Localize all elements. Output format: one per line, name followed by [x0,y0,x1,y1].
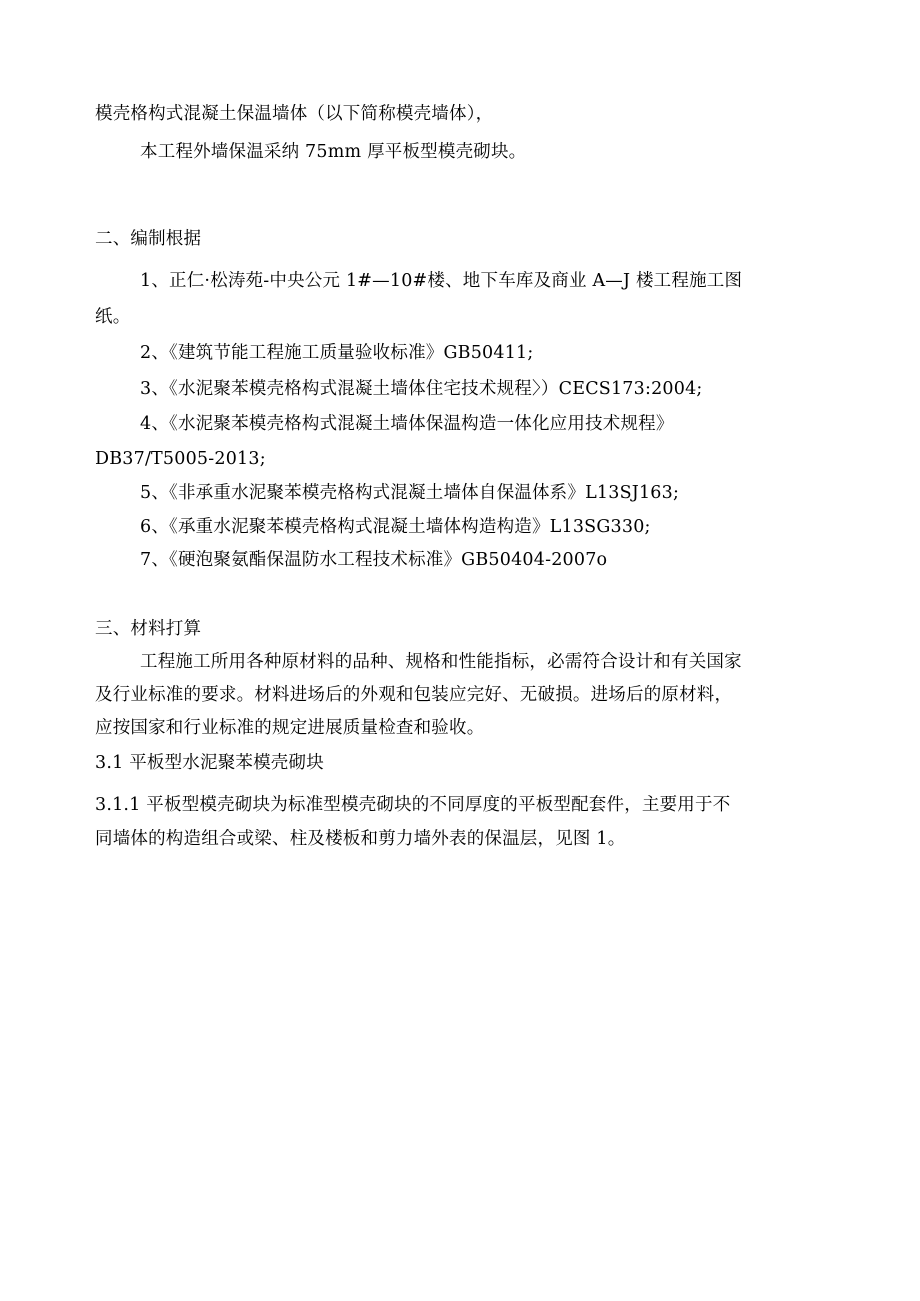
subsection-heading-3-1: 3.1 平板型水泥聚苯模壳砌块 [95,753,324,773]
materials-para-1-line-1: 工程施工所用各种原材料的品种、规格和性能指标，必需符合设计和有关国家 [140,652,742,672]
section-heading-materials: 三、材料打算 [95,619,202,639]
materials-para-1-line-3: 应按国家和行业标准的规定进展质量检查和验收。 [95,718,485,738]
basis-item-2: 2、《建筑节能工程施工质量验收标准》GB50411; [140,343,534,363]
intro-line-2: 本工程外墙保温采纳 75mm 厚平板型模壳砌块。 [140,142,527,162]
basis-item-7: 7、《硬泡聚氨酯保温防水工程技术标准》GB50404-2007o [140,550,608,570]
section-heading-basis: 二、编制根据 [95,229,202,249]
basis-item-4-line-2: DB37/T5005-2013; [95,449,266,469]
basis-item-3: 3、《水泥聚苯模壳格构式混凝土墙体住宅技术规程〉）CECS173:2004; [140,379,703,399]
materials-para-2-line-1: 3.1.1 平板型模壳砌块为标准型模壳砌块的不同厚度的平板型配套件，主要用于不 [95,795,731,815]
materials-para-2-line-2: 同墙体的构造组合或梁、柱及楼板和剪力墙外表的保温层，见图 1。 [95,829,626,849]
materials-para-1-line-2: 及行业标准的要求。材料进场后的外观和包装应完好、无破损。进场后的原材料， [95,685,733,705]
basis-item-1-line-1: 1、正仁·松涛苑-中央公元 1#—10#楼、地下车库及商业 A—J 楼工程施工图 [140,271,743,291]
basis-item-4-line-1: 4、《水泥聚苯模壳格构式混凝土墙体保温构造一体化应用技术规程》 [140,414,674,434]
intro-line-1: 模壳格构式混凝土保温墙体（以下简称模壳墙体）， [95,104,494,124]
basis-item-1-line-2: 纸。 [95,307,131,327]
basis-item-5: 5、《非承重水泥聚苯模壳格构式混凝土墙体自保温体系》L13SJ163; [140,483,680,503]
basis-item-6: 6、《承重水泥聚苯模壳格构式混凝土墙体构造构造》L13SG330; [140,517,651,537]
